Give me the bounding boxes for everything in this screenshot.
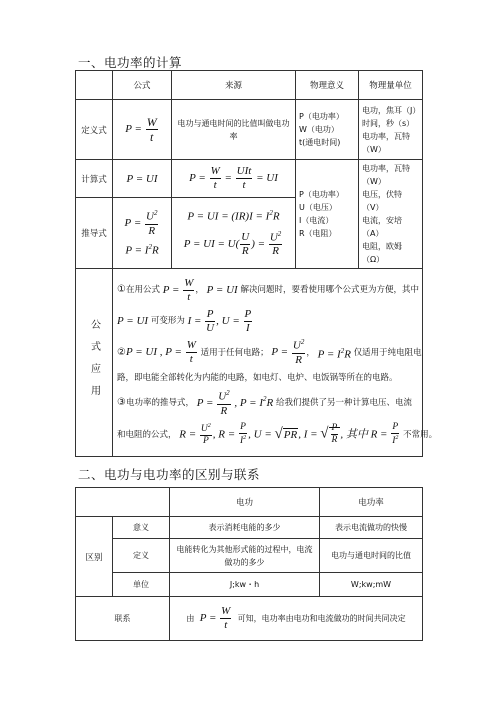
app-text: ， (306, 347, 315, 358)
meaning-item: t(通电时间) (299, 138, 341, 147)
app-text: 和电阻的公式， (117, 429, 177, 440)
item-number-1: ① (117, 284, 126, 296)
row-label-definition: 定义式 (76, 100, 113, 160)
power-cell: 电功与通电时间的比值 (320, 539, 423, 573)
item-number-3: ③ (117, 397, 126, 409)
section-title-work-vs-power: 二、电功与电功率的区别与联系 (78, 467, 261, 482)
header-work: 电功 (170, 488, 320, 517)
row-label: 意义 (113, 517, 170, 539)
comparison-row-relation (76, 597, 423, 641)
relation-content: 由 P = $\frac{W}{t}$ 可知，电功率由电功和电流做功的时间共同决定 (170, 597, 423, 641)
row-label: 单位 (113, 573, 170, 597)
row-label: 定义 (113, 539, 170, 573)
app-text: 仅适用于纯电阻电 (353, 347, 422, 358)
unit-item: 电功率，瓦特（W） (362, 164, 410, 186)
unit-item: 电流，安培（A） (362, 216, 402, 238)
app-text: 不常用。 (403, 429, 438, 440)
header-source: 来源 (172, 71, 296, 100)
row-label-calc: 计算式 (76, 160, 113, 198)
power-cell: W;kw;mW (320, 573, 423, 597)
application-line-1: ① 在用公式 P = $\frac{W}{t}$ ， P = UI 解决问题时，要看使用哪个公式更为方便，其中 (117, 276, 419, 303)
definition-formula: P = $\frac{W}{t}$ (113, 100, 172, 160)
derived-formulas: P = $\frac{U^2}{R}$ $P = I^2R$ (113, 198, 172, 269)
app-text: 在用公式 (125, 285, 160, 296)
app-text: 可变形为 (150, 316, 185, 327)
calc-source-formula: P = $\frac{W}{t}$ = $\frac{\text{UIt}}{t}$ = UI (172, 160, 296, 198)
header-meaning: 物理意义 (296, 71, 359, 100)
power-cell: 表示电流做功的快慢 (320, 517, 423, 539)
work-cell: 表示消耗电能的多少 (170, 517, 320, 539)
table-row-calc (76, 160, 423, 198)
row-label-derived: 推导式 (76, 198, 113, 269)
definition-source: 电功与通电时间的比值叫做电功率 (172, 100, 296, 160)
table-row-definition (76, 100, 423, 160)
header-power: 电功率 (320, 488, 423, 517)
meaning-item: P（电功率） (299, 112, 344, 121)
app-text: 给我们提供了另一种计算电压、电流 (275, 398, 412, 409)
derived-units (359, 160, 423, 269)
unit-item: 电阻，欧姆（Ω） (362, 242, 402, 264)
relation-label: 联系 (76, 597, 170, 641)
work-power-comparison-table (75, 487, 423, 641)
table-row-application (76, 269, 423, 457)
app-text: 解决问题时，要看使用哪个公式更为方便，其中 (240, 285, 419, 296)
group-label-difference: 区别 (76, 517, 113, 597)
meaning-item: R（电阻） (299, 229, 337, 238)
header-formula: 公式 (113, 71, 172, 100)
header-blank (76, 71, 113, 100)
relation-text: 可知，电功率由电功和电流做功的时间共同决定 (237, 614, 406, 624)
application-line-6: 和电阻的公式， R = $\frac{U^2}{P}$ , R = $\frac{P}{I^2}$ , U = √PR, I = √ $\frac{P}{R}$ , 其中 R = $\frac{P}{I^2}$ 不常用。 (117, 421, 438, 447)
definition-meaning (296, 100, 359, 160)
meaning-item: U（电压） (299, 203, 337, 212)
meaning-item: I（电流） (299, 216, 334, 225)
application-line-3: ② P = UI , P = $\frac{W}{t}$ 适用于任何电路； P = $\frac{U^2}{R}$ ， $P = I^2R$ 仅适用于纯电阻电 (117, 338, 422, 366)
row-label-application (76, 269, 113, 457)
power-calculation-table (75, 70, 438, 457)
application-line-2: P = UI 可变形为 I = $\frac{P}{U}$ , U = $\frac{P}{I}$ (117, 307, 252, 334)
header-blank (76, 488, 170, 517)
meaning-item: W（电功） (299, 125, 339, 134)
application-label: 公式应用 (88, 318, 100, 407)
work-cell: 电能转化为其他形式能的过程中，电流做功的多少 (170, 539, 320, 573)
application-line-4: 路，即电能全部转化为内能的电路，如电灯、电炉、电饭锅等所在的电路。 (117, 373, 398, 383)
application-line-5: ③ 电功率的推导式， P = $\frac{U^2}{R}$ , $P = I^2R$ 给我们提供了另一种计算电压、电流 (117, 389, 412, 417)
meaning-item: P（电功率） (299, 190, 344, 199)
comparison-header-row (76, 488, 423, 517)
unit-item: 电功率，瓦特（W） (362, 131, 410, 154)
item-number-2: ② (117, 346, 126, 358)
app-text: 适用于任何电路； (200, 347, 269, 358)
unit-item: 时间，秒（s） (362, 118, 415, 128)
app-text: ， (195, 285, 204, 296)
application-content (113, 269, 438, 457)
table-header-row (76, 71, 423, 100)
unit-item: 电压，伏特（V） (362, 190, 402, 212)
derived-meaning (296, 160, 359, 269)
definition-units (359, 100, 423, 160)
app-text: 电功率的推导式， (125, 398, 194, 409)
section-title-power-calculation: 一、电功率的计算 (78, 55, 183, 70)
header-unit: 物理量单位 (359, 71, 423, 100)
work-cell: J;kw・h (170, 573, 320, 597)
comparison-row-meaning (76, 517, 423, 539)
comparison-row-unit (76, 573, 423, 597)
derived-source-formulas: P = UI = $(IR)I = I^2R$ P = UI = U( $\frac{U}{R}$ ) = $\frac{U^2}{R}$ (172, 198, 296, 269)
comparison-row-definition (76, 539, 423, 573)
unit-item: 电功，焦耳（J） (362, 105, 421, 115)
calc-formula: P = UI (113, 160, 172, 198)
relation-text: 由 (186, 614, 195, 624)
